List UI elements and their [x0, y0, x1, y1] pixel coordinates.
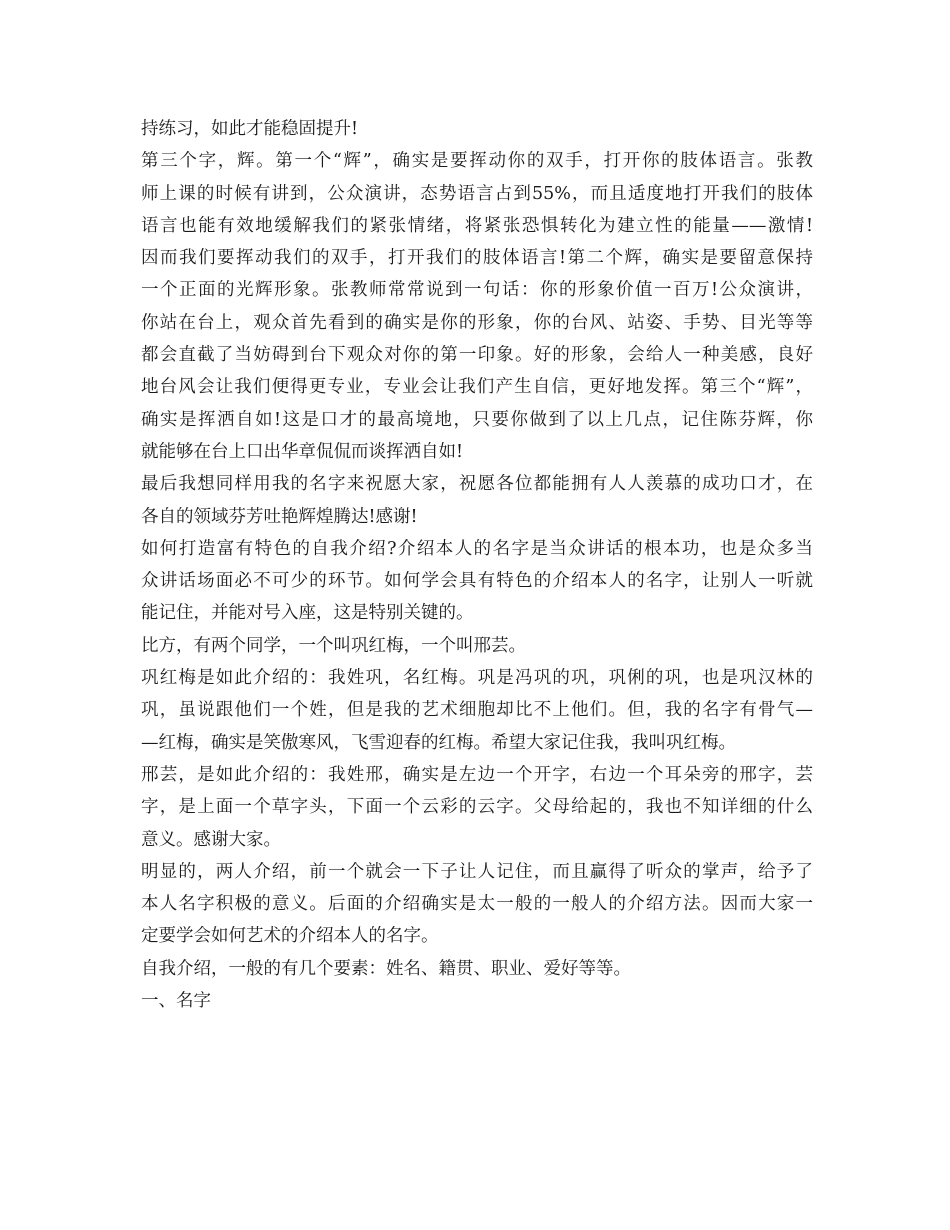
text-line: 地台风会让我们便得更专业，专业会让我们产生自信，更好地发挥。第三个“辉”，: [141, 377, 813, 398]
text-line: 邢芸，是如此介绍的：我姓邢，确实是左边一个开字，右边一个耳朵旁的邢字，芸: [141, 764, 813, 785]
text-line: 各自的领域芬芳吐艳辉煌腾达!感谢!: [141, 506, 418, 527]
text-line: 本人名字积极的意义。后面的介绍确实是太一般的一般人的介绍方法。因而大家一: [141, 894, 813, 915]
text-line: —红梅，确实是笑傲寒风，飞雪迎春的红梅。希望大家记住我，我叫巩红梅。: [141, 732, 736, 753]
text-line: 巩红梅是如此介绍的：我姓巩，名红梅。巩是冯巩的巩，巩俐的巩，也是巩汉林的: [141, 668, 813, 689]
text-line: 意义。感谢大家。: [141, 829, 281, 850]
text-line: 一、名字: [141, 991, 211, 1012]
text-line: 持练习，如此才能稳固提升!: [141, 119, 359, 139]
text-line: 师上课的时候有讲到，公众演讲，态势语言占到55%，而且适度地打开我们的肢体: [141, 183, 813, 204]
text-line: 如何打造富有特色的自我介绍?介绍本人的名字是当众讲话的根本功，也是众多当: [141, 538, 813, 559]
document-body: [141, 113, 813, 1017]
text-line: 比方，有两个同学，一个叫巩红梅，一个叫邢芸。: [141, 635, 526, 656]
text-line: 第三个字，辉。第一个“辉”，确实是要挥动你的双手，打开你的肢体语言。张教: [141, 151, 813, 172]
text-line: 确实是挥洒自如!这是口才的最高境地，只要你做到了以上几点，记住陈芬辉，你: [141, 409, 813, 430]
text-line: 巩，虽说跟他们一个姓，但是我的艺术细胞却比不上他们。但，我的名字有骨气—: [141, 700, 813, 721]
text-line: 字，是上面一个草字头，下面一个云彩的云字。父母给起的，我也不知详细的什么: [141, 797, 813, 818]
text-line: 众讲话场面必不可少的环节。如何学会具有特色的介绍本人的名字，让别人一听就: [141, 571, 813, 592]
text-line: 都会直截了当妨碍到台下观众对你的第一印象。好的形象，会给人一种美感，良好: [141, 345, 813, 366]
text-line: 自我介绍，一般的有几个要素：姓名、籍贯、职业、爱好等等。: [141, 958, 631, 979]
text-line: 最后我想同样用我的名字来祝愿大家，祝愿各位都能拥有人人羡慕的成功口才，在: [141, 474, 813, 495]
text-line: 因而我们要挥动我们的双手，打开我们的肢体语言!第二个辉，确实是要留意保持: [141, 248, 813, 269]
text-line: 明显的，两人介绍，前一个就会一下子让人记住，而且赢得了听众的掌声，给予了: [141, 861, 813, 882]
text-line: 定要学会如何艺术的介绍本人的名字。: [141, 926, 439, 947]
text-line: 能记住，并能对号入座，这是特别关键的。: [141, 603, 474, 624]
text-line: 语言也能有效地缓解我们的紧张情绪，将紧张恐惧转化为建立性的能量——激情!: [141, 215, 813, 236]
text-line: 你站在台上，观众首先看到的确实是你的形象，你的台风、站姿、手势、目光等等: [141, 312, 813, 333]
text-line: 就能够在台上口出华章侃侃而谈挥洒自如!: [141, 441, 464, 462]
text-line: 一个正面的光辉形象。张教师常常说到一句话：你的形象价值一百万!公众演讲，: [141, 280, 813, 301]
